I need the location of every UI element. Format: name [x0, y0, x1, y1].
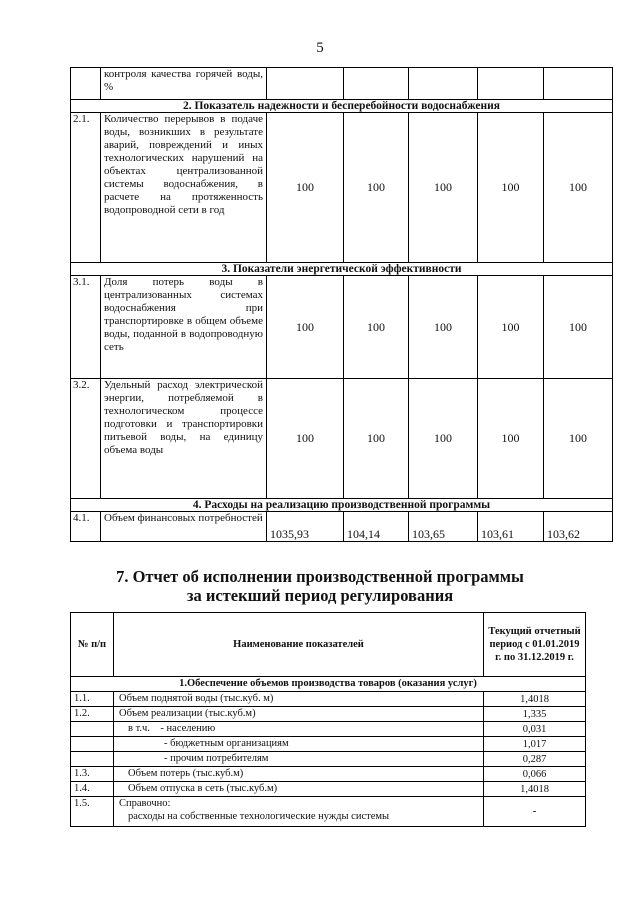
indicator-name-line: расходы на собственные технологические нужды системы: [128, 811, 390, 822]
indicator-name: - прочим потребителям: [114, 752, 484, 767]
value-cell: 100: [478, 379, 544, 499]
section-title: 4. Расходы на реализацию производственной программы: [71, 499, 613, 512]
table-header-row: [71, 613, 586, 677]
column-header-name: Наименование показателей: [114, 613, 484, 677]
row-number: 3.1.: [71, 276, 101, 379]
value-cell: 0,031: [484, 722, 586, 737]
section-header: [71, 677, 586, 692]
value-cell: 100: [409, 113, 478, 263]
indicator-name: контроля качества горячей воды, %: [101, 68, 267, 100]
row-number: [71, 752, 114, 767]
table-row: [71, 752, 586, 767]
indicators-table: [70, 67, 613, 542]
column-header-period: Текущий отчетный период с 01.01.2019 г. по 31.12.2019 г.: [484, 613, 586, 677]
value-cell: 104,14: [344, 512, 409, 542]
value-cell: 100: [544, 379, 613, 499]
value-cell: 100: [267, 276, 344, 379]
page-number: 5: [316, 40, 324, 56]
value-cell: 1,017: [484, 737, 586, 752]
indicator-name: Доля потерь воды в централизованных системах водоснабжения при транспортировке в общем объеме воды, поданной в водопроводную сеть: [101, 276, 267, 379]
table-row: [71, 276, 613, 379]
indicator-name: Объем потерь (тыс.куб.м): [114, 767, 484, 782]
value-cell: 100: [267, 379, 344, 499]
indicator-name: Удельный расход электрической энергии, потребляемой в технологическом процессе подготовки и транспортировки питьевой воды, на единицу объема воды: [101, 379, 267, 499]
value-cell: 100: [478, 113, 544, 263]
indicator-name: [114, 797, 484, 827]
row-number: 1.4.: [71, 782, 114, 797]
indicator-name-line: Справочно:: [119, 798, 171, 809]
section-header: [71, 499, 613, 512]
value-cell: 100: [344, 276, 409, 379]
row-number: 4.1.: [71, 512, 101, 542]
table-row: [71, 512, 613, 542]
value-cell: 100: [344, 113, 409, 263]
value-cell: 100: [409, 276, 478, 379]
table-row: [71, 692, 586, 707]
table-row: [71, 722, 586, 737]
row-number: 3.2.: [71, 379, 101, 499]
value-cell: 1,335: [484, 707, 586, 722]
value-cell: 100: [544, 276, 613, 379]
indicator-name: Объем отпуска в сеть (тыс.куб.м): [114, 782, 484, 797]
table-row: [71, 113, 613, 263]
report-table: [70, 612, 586, 827]
section-7-title: 7. Отчет об исполнении производственной программы: [116, 567, 524, 586]
table-row: [71, 379, 613, 499]
value-cell: 1035,93: [267, 512, 344, 542]
value-cell: 103,61: [478, 512, 544, 542]
value-cell: 100: [344, 379, 409, 499]
value-cell: 1,4018: [484, 782, 586, 797]
table-row: [71, 737, 586, 752]
section-header: [71, 100, 613, 113]
table-row: [71, 782, 586, 797]
row-number: 2.1.: [71, 113, 101, 263]
section-title: 3. Показатели энергетической эффективности: [71, 263, 613, 276]
value-cell: 100: [409, 379, 478, 499]
value-cell: 0,287: [484, 752, 586, 767]
row-number: 1.3.: [71, 767, 114, 782]
row-number: 1.1.: [71, 692, 114, 707]
row-number: [71, 722, 114, 737]
section-title: 2. Показатель надежности и бесперебойности водоснабжения: [71, 100, 613, 113]
indicator-name: Объем реализации (тыс.куб.м): [114, 707, 484, 722]
section-7-subtitle: за истекший период регулирования: [186, 586, 454, 605]
row-number: 1.2.: [71, 707, 114, 722]
section-header: [71, 263, 613, 276]
value-cell: 0,066: [484, 767, 586, 782]
indicator-name: Объем поднятой воды (тыс.куб. м): [114, 692, 484, 707]
value-cell: 103,65: [409, 512, 478, 542]
row-number: 1.5.: [71, 797, 114, 827]
table-row: [71, 707, 586, 722]
indicator-name: - бюджетным организациям: [114, 737, 484, 752]
section-title: 1.Обеспечение объемов производства товаров (оказания услуг): [71, 677, 586, 692]
table-row: [71, 767, 586, 782]
value-cell: 100: [478, 276, 544, 379]
table-row: [71, 797, 586, 827]
value-cell: 1,4018: [484, 692, 586, 707]
indicator-name: Объем финансовых потребностей: [101, 512, 267, 542]
row-number: [71, 737, 114, 752]
value-cell: 100: [267, 113, 344, 263]
indicator-name: в т.ч. - населению: [114, 722, 484, 737]
table-row: [71, 68, 613, 100]
indicator-name: Количество перерывов в подаче воды, возникших в результате аварий, повреждений и иных технологических нарушений на объектах централизованной системы водоснабжения, в расчете на протяженность водопроводной сети в год: [101, 113, 267, 263]
column-header-number: № п/п: [71, 613, 114, 677]
row-number: [71, 68, 101, 100]
value-cell: 103,62: [544, 512, 613, 542]
value-cell: 100: [544, 113, 613, 263]
value-cell: -: [484, 797, 586, 827]
